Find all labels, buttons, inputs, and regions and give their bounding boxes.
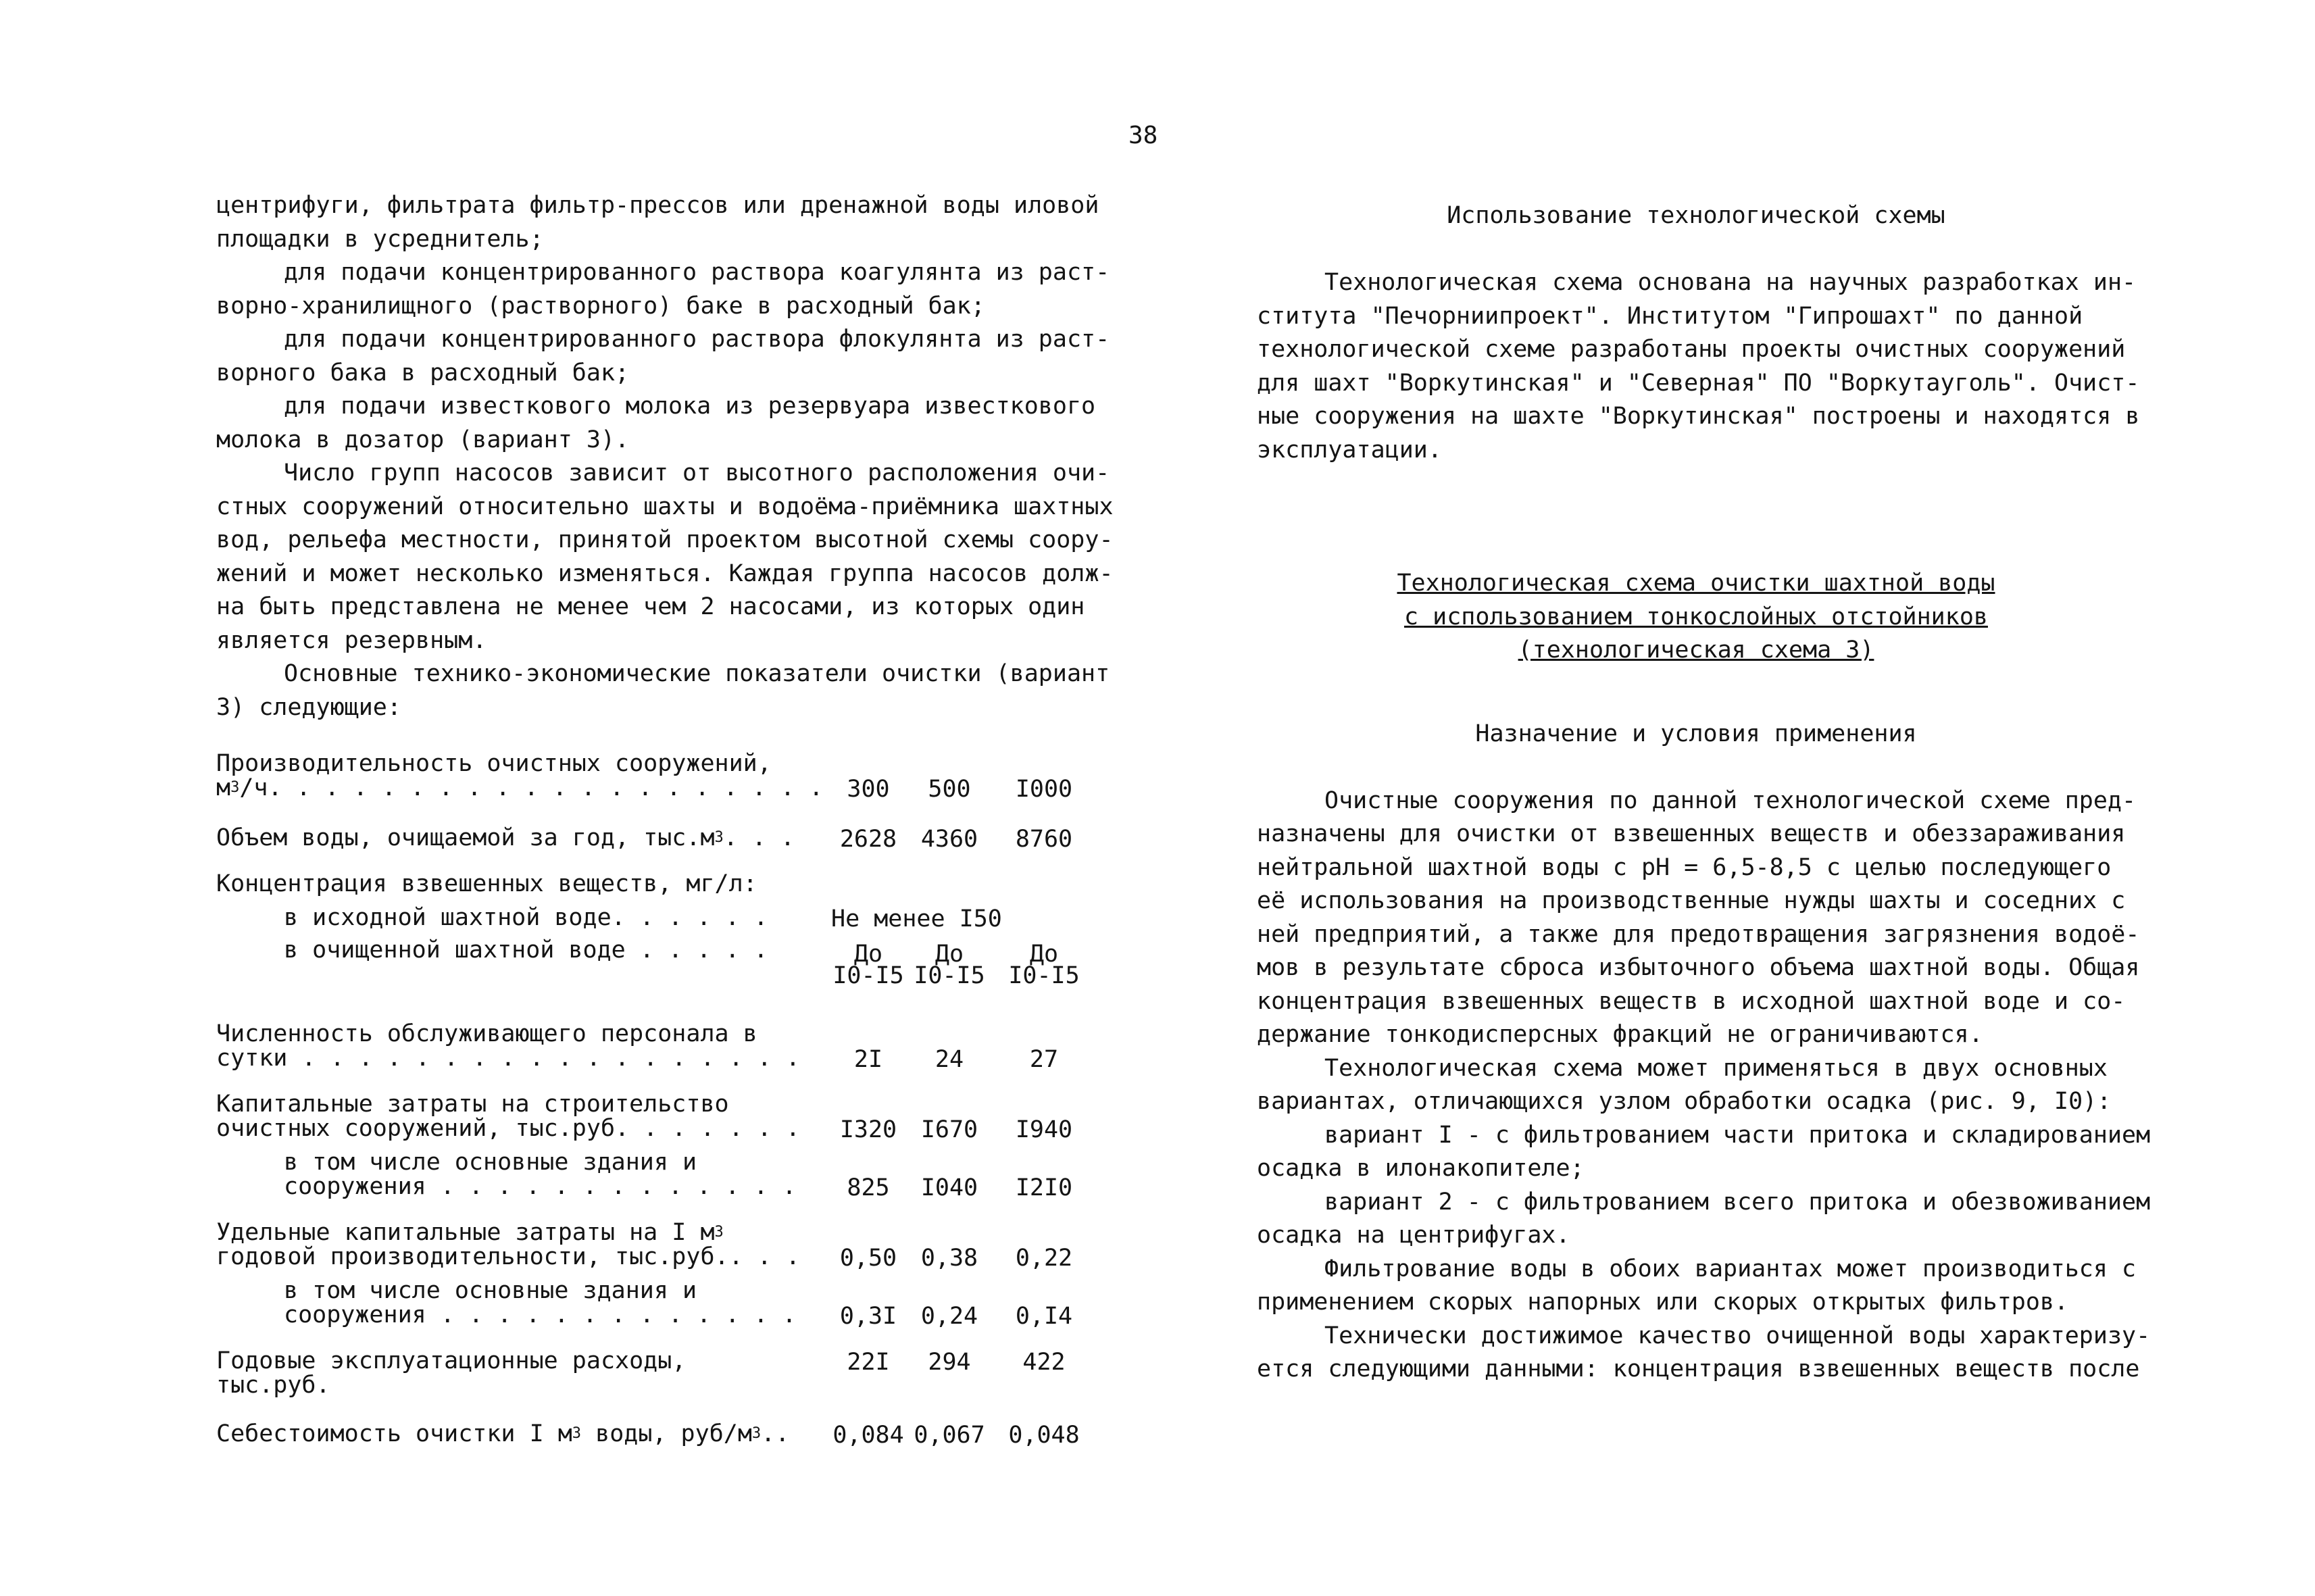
section-title-usage: Использование технологической схемы (1447, 202, 1945, 229)
spec-value: 4360 (920, 826, 978, 853)
spec-row-suspended-treated (216, 938, 1095, 987)
spec-value: 0,048 (1008, 1422, 1080, 1449)
spec-value: 0,I4 (1015, 1303, 1073, 1330)
spec-value: I320 (839, 1116, 897, 1143)
page-number: 38 (1128, 122, 1158, 149)
spec-label: Себестоимость очистки I $м^3$ воды, руб/$м^3$.. (216, 1420, 790, 1447)
spec-label: в очищенной шахтной воде . . . . . (284, 937, 768, 964)
text-line: держание тонкодисперсных фракций не ограничиваются. (1257, 1021, 1983, 1048)
spec-value: 27 (1029, 1046, 1059, 1073)
spec-value: До I0-I5 (832, 941, 904, 989)
spec-value: 22I (847, 1349, 890, 1376)
spec-row-staff (216, 1020, 1095, 1073)
text-line: для подачи известкового молока из резервуара известкового (284, 393, 1096, 420)
spec-label: Удельные капитальные затраты на I $м^3$ (216, 1219, 724, 1246)
spec-value: 0,084 (832, 1422, 904, 1449)
spec-row-productivity (216, 750, 1095, 803)
left-column-text (216, 189, 1114, 724)
text-line: осадка в илонакопителе; (1257, 1155, 1585, 1182)
section-title-scheme: (технологическая схема 3) (1518, 637, 1874, 664)
spec-label: в том числе основные здания и (284, 1149, 697, 1176)
text-line: является резервным. (216, 626, 487, 654)
text-line: для подачи концентрированного раствора коагулянта из раст- (284, 259, 1110, 286)
spec-label: в исходной шахтной воде. . . . . . (284, 904, 768, 931)
right-column-text (1257, 199, 2151, 1387)
spec-label: Объем воды, очищаемой за год, $тыс.м^3$. . . (216, 824, 795, 851)
text-line: ней предприятий, а также для предотвращения загрязнения водоё- (1257, 920, 2140, 948)
spec-value: I940 (1015, 1116, 1073, 1143)
spec-row-suspended-source (216, 905, 1095, 930)
spec-value: 0,50 (839, 1245, 897, 1272)
text-line: технологической схеме разработаны проекты очистных сооружений (1257, 336, 2126, 363)
spec-row-capital-buildings (216, 1150, 1095, 1199)
text-line: ные сооружения на шахте "Воркутинская" построены и находятся в (1257, 403, 2140, 430)
text-line: нейтральной шахтной воды с рН = 6,5-8,5 с целью последующего (1257, 853, 2112, 881)
text-line: эксплуатации. (1257, 436, 1442, 464)
spec-label: сутки . . . . . . . . . . . . . . . . . . (216, 1045, 800, 1072)
spec-value: 0,3I (839, 1303, 897, 1330)
spec-label: Численность обслуживающего персонала в (216, 1020, 757, 1047)
spec-row-specific-buildings (216, 1277, 1095, 1330)
spec-value: 2628 (839, 826, 897, 853)
spec-value: 8760 (1015, 826, 1073, 853)
spec-label: Капитальные затраты на строительство (216, 1091, 729, 1118)
text-line: применением скорых напорных или скорых открытых фильтров. (1257, 1289, 2069, 1316)
spec-value: I040 (920, 1174, 978, 1201)
text-line: Фильтрование воды в обоих вариантах может производиться с (1324, 1255, 2137, 1282)
spec-value: I000 (1015, 776, 1073, 803)
text-line: вод, рельефа местности, принятой проектом высотной схемы соору- (216, 526, 1114, 553)
text-line: ститута "Печорниипроект". Институтом "Гипрошахт" по данной (1257, 302, 2083, 330)
text-line: площадки в усреднитель; (216, 225, 544, 253)
spec-row-specific-capital (216, 1219, 1095, 1272)
spec-value: 825 (847, 1174, 890, 1201)
text-line: вариантах, отличающихся узлом обработки осадка (рис. 9, I0): (1257, 1088, 2112, 1115)
text-line: центрифуги, фильтрата фильтр-прессов или дренажной воды иловой (216, 192, 1099, 219)
text-line: Число групп насосов зависит от высотного расположения очи- (284, 459, 1110, 487)
spec-label: Концентрация взвешенных веществ, мг/л: (216, 870, 757, 897)
text-line: ворного бака в расходный бак; (216, 359, 630, 386)
text-line: Основные технико-экономические показатели очистки (вариант (284, 660, 1110, 687)
text-line: Технически достижимое качество очищенной воды характеризу- (1324, 1322, 2151, 1349)
spec-label: сооружения . . . . . . . . . . . . . (284, 1173, 797, 1200)
text-line: для шахт "Воркутинская" и "Северная" ПО "Воркутауголь". Очист- (1257, 369, 2140, 397)
spec-value: 0,22 (1015, 1245, 1073, 1272)
text-line: Очистные сооружения по данной технологической схеме пред- (1324, 787, 2137, 814)
text-line: Технологическая схема может применяться в двух основных (1324, 1054, 2108, 1082)
spec-value: 294 (928, 1349, 971, 1376)
spec-value: До I0-I5 (1008, 941, 1080, 989)
text-line: молока в дозатор (вариант 3). (216, 426, 630, 453)
spec-row-operating (216, 1349, 1095, 1397)
spec-label: $м^3/ч$. . . . . . . . . . . . . . . . . . . . (216, 774, 824, 801)
spec-label: Производительность очистных сооружений, (216, 750, 772, 777)
section-title-purpose: Назначение и условия применения (1475, 720, 1917, 747)
spec-value: До I0-I5 (914, 941, 985, 989)
text-line: Технологическая схема основана на научных разработках ин- (1324, 269, 2137, 296)
specs-table (216, 750, 1095, 1449)
spec-row-annual-volume (216, 824, 1095, 853)
text-line: осадка на центрифугах. (1257, 1222, 1570, 1249)
text-line: ется следующими данными: концентрация взвешенных веществ после (1257, 1355, 2140, 1382)
spec-value: 500 (928, 776, 971, 803)
text-line: для подачи концентрированного раствора флокулянта из раст- (284, 326, 1110, 353)
spec-value: 300 (847, 776, 890, 803)
text-line: вариант I - с фильтрованием части притока и складированием (1324, 1121, 2151, 1149)
text-line: мов в результате сброса избыточного объема шахтной воды. Общая (1257, 954, 2140, 981)
section-title-scheme: с использованием тонкослойных отстойников (1404, 603, 1988, 630)
text-line: вариант 2 - с фильтрованием всего притока и обезвоживанием (1324, 1188, 2151, 1216)
section-title-scheme: Технологическая схема очистки шахтной воды (1397, 570, 1995, 597)
spec-label: в том числе основные здания и (284, 1277, 697, 1304)
spec-value: 0,38 (920, 1245, 978, 1272)
text-line: назначены для очистки от взвешенных веществ и обеззараживания (1257, 820, 2126, 847)
text-line: ворно-хранилищного (растворного) баке в расходный бак; (216, 292, 985, 320)
spec-value: 24 (935, 1046, 964, 1073)
spec-label: Годовые эксплуатационные расходы, (216, 1347, 687, 1374)
spec-value: Не менее I50 (831, 905, 1002, 932)
spec-label: очистных сооружений, тыс.руб. . . . . . . (216, 1115, 800, 1142)
text-line: стных сооружений относительно шахты и водоёма-приёмника шахтных (216, 493, 1114, 520)
spec-label: сооружения . . . . . . . . . . . . . (284, 1301, 797, 1328)
text-line: 3) следующие: (216, 693, 401, 721)
spec-label: тыс.руб. (216, 1372, 330, 1399)
spec-value: I2I0 (1015, 1174, 1073, 1201)
text-line: жений и может несколько изменяться. Каждая группа насосов долж- (216, 559, 1114, 587)
spec-value: 422 (1022, 1349, 1066, 1376)
spec-value: 0,067 (914, 1422, 985, 1449)
spec-row-suspended-header (216, 872, 1095, 896)
text-line: её использования на производственные нужды шахты и соседних с (1257, 887, 2126, 914)
text-line: на быть представлена не менее чем 2 насосами, из которых один (216, 593, 1085, 620)
spec-row-capital (216, 1092, 1095, 1141)
spec-value: 2I (853, 1046, 883, 1073)
spec-value: 0,24 (920, 1303, 978, 1330)
spec-label: годовой производительности, тыс.руб.. . . (216, 1243, 800, 1270)
spec-value: I670 (920, 1116, 978, 1143)
spec-row-cost (216, 1420, 1095, 1449)
text-line: концентрация взвешенных веществ в исходной шахтной воде и со- (1257, 987, 2126, 1015)
